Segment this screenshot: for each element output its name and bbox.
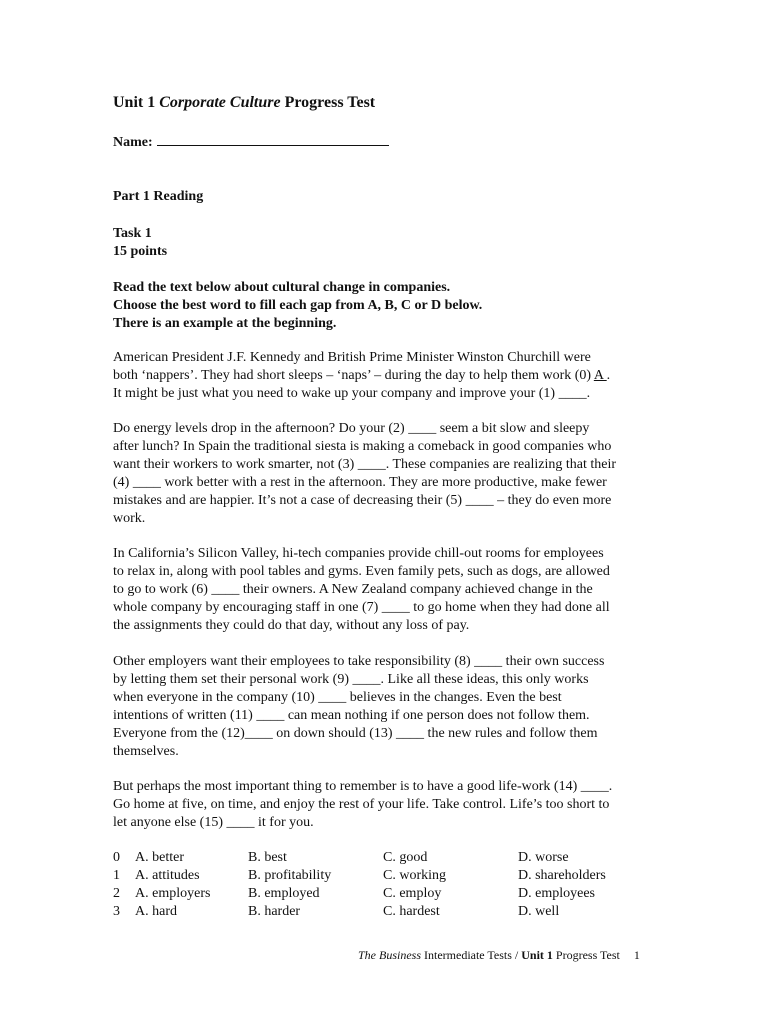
option-d: D. employees [518, 886, 595, 901]
paragraph-2 [113, 420, 658, 528]
option-a: A. employers [135, 886, 211, 901]
option-b: B. profitability [248, 868, 332, 883]
page-title [113, 94, 375, 112]
option-b: B. best [248, 850, 287, 865]
text-line: to relax in, along with pool tables and gyms. Even family pets, such as dogs, are allowed [113, 564, 610, 579]
option-c: C. hardest [383, 904, 440, 919]
example-answer: A [593, 368, 607, 383]
option-d: D. worse [518, 850, 569, 865]
name-blank-line [157, 133, 389, 146]
text-line: by letting them set their personal work (9) ____. Like all these ideas, this only works [113, 672, 589, 687]
option-a: A. hard [135, 904, 177, 919]
text-line: Go home at five, on time, and enjoy the rest of your life. Take control. Life’s too short to [113, 797, 610, 812]
option-c: C. good [383, 850, 428, 865]
option-c: C. working [383, 868, 446, 883]
option-d: D. shareholders [518, 868, 606, 883]
text-line: It might be just what you need to wake up your company and improve your (1) ____. [113, 386, 591, 401]
paragraph-5 [113, 778, 658, 832]
text-line: But perhaps the most important thing to remember is to have a good life-work (14) ____. [113, 779, 613, 794]
question-number: 1 [113, 868, 120, 883]
text-line: the assignments they could do that day, without any loss of pay. [113, 618, 470, 633]
text-segment: . [606, 368, 611, 383]
text-line: In California’s Silicon Valley, hi-tech companies provide chill-out rooms for employees [113, 546, 604, 561]
question-number: 0 [113, 850, 120, 865]
instructions [113, 279, 482, 333]
text-segment: both ‘nappers’. They had short sleeps – ‘naps’ – during the day to help them work (0) [113, 368, 594, 383]
text-line: themselves. [113, 744, 179, 759]
text-line: let anyone else (15) ____ it for you. [113, 815, 314, 830]
question-number: 3 [113, 904, 120, 919]
text-line: mistakes and are happier. It’s not a case of decreasing their (5) ____ – they do even more [113, 493, 612, 508]
text-line [113, 367, 658, 385]
question-number: 2 [113, 886, 120, 901]
task-label: Task 1 [113, 226, 152, 241]
text-line: when everyone in the company (10) ____ believes in the changes. Even the best [113, 690, 562, 705]
text-line: want their workers to work smarter, not (3) ____. These companies are realizing that their [113, 457, 617, 472]
text-line: Everyone from the (12)____ on down should (13) ____ the new rules and follow them [113, 726, 598, 741]
page-number: 1 [633, 948, 640, 962]
option-c: C. employ [383, 886, 442, 901]
instruction-line: There is an example at the beginning. [113, 316, 337, 331]
text-line: to go to work (6) ____ their owners. A New Zealand company achieved change in the [113, 582, 593, 597]
text-line: whole company by encouraging staff in one (7) ____ to go home when they had done all [113, 600, 610, 615]
option-a: A. attitudes [135, 868, 200, 883]
title-unit-name: Corporate Culture [159, 94, 281, 111]
text-line: Do energy levels drop in the afternoon? Do your (2) ____ seem a bit slow and sleepy [113, 421, 590, 436]
page-footer [358, 946, 640, 964]
paragraph-1 [113, 349, 658, 403]
footer-unit: Unit 1 [521, 948, 553, 962]
footer-series: Intermediate Tests / [421, 948, 522, 962]
title-suffix: Progress Test [280, 94, 376, 111]
instruction-line: Read the text below about cultural change in companies. [113, 280, 451, 295]
instruction-line: Choose the best word to fill each gap from A, B, C or D below. [113, 298, 483, 313]
name-label: Name: [113, 135, 153, 150]
text-line: Other employers want their employees to take responsibility (8) ____ their own success [113, 654, 605, 669]
task-points: 15 points [113, 244, 168, 259]
text-line: (4) ____ work better with a rest in the afternoon. They are more productive, make fewer [113, 475, 607, 490]
text-line: after lunch? In Spain the traditional siesta is making a comeback in good companies who [113, 439, 612, 454]
paragraph-3 [113, 545, 658, 635]
title-prefix: Unit 1 [113, 94, 160, 111]
option-d: D. well [518, 904, 560, 919]
option-a: A. better [135, 850, 184, 865]
text-line: intentions of written (11) ____ can mean nothing if one person does not follow them. [113, 708, 590, 723]
paragraph-4 [113, 653, 658, 761]
text-line: American President J.F. Kennedy and British Prime Minister Winston Churchill were [113, 350, 591, 365]
footer-book-title: The Business [358, 948, 421, 962]
option-b: B. harder [248, 904, 301, 919]
name-field-row [113, 133, 389, 152]
task-heading [113, 225, 167, 261]
footer-test-name: Progress Test [552, 948, 620, 962]
option-b: B. employed [248, 886, 320, 901]
text-line: work. [113, 511, 146, 526]
part-heading: Part 1 Reading [113, 189, 204, 204]
